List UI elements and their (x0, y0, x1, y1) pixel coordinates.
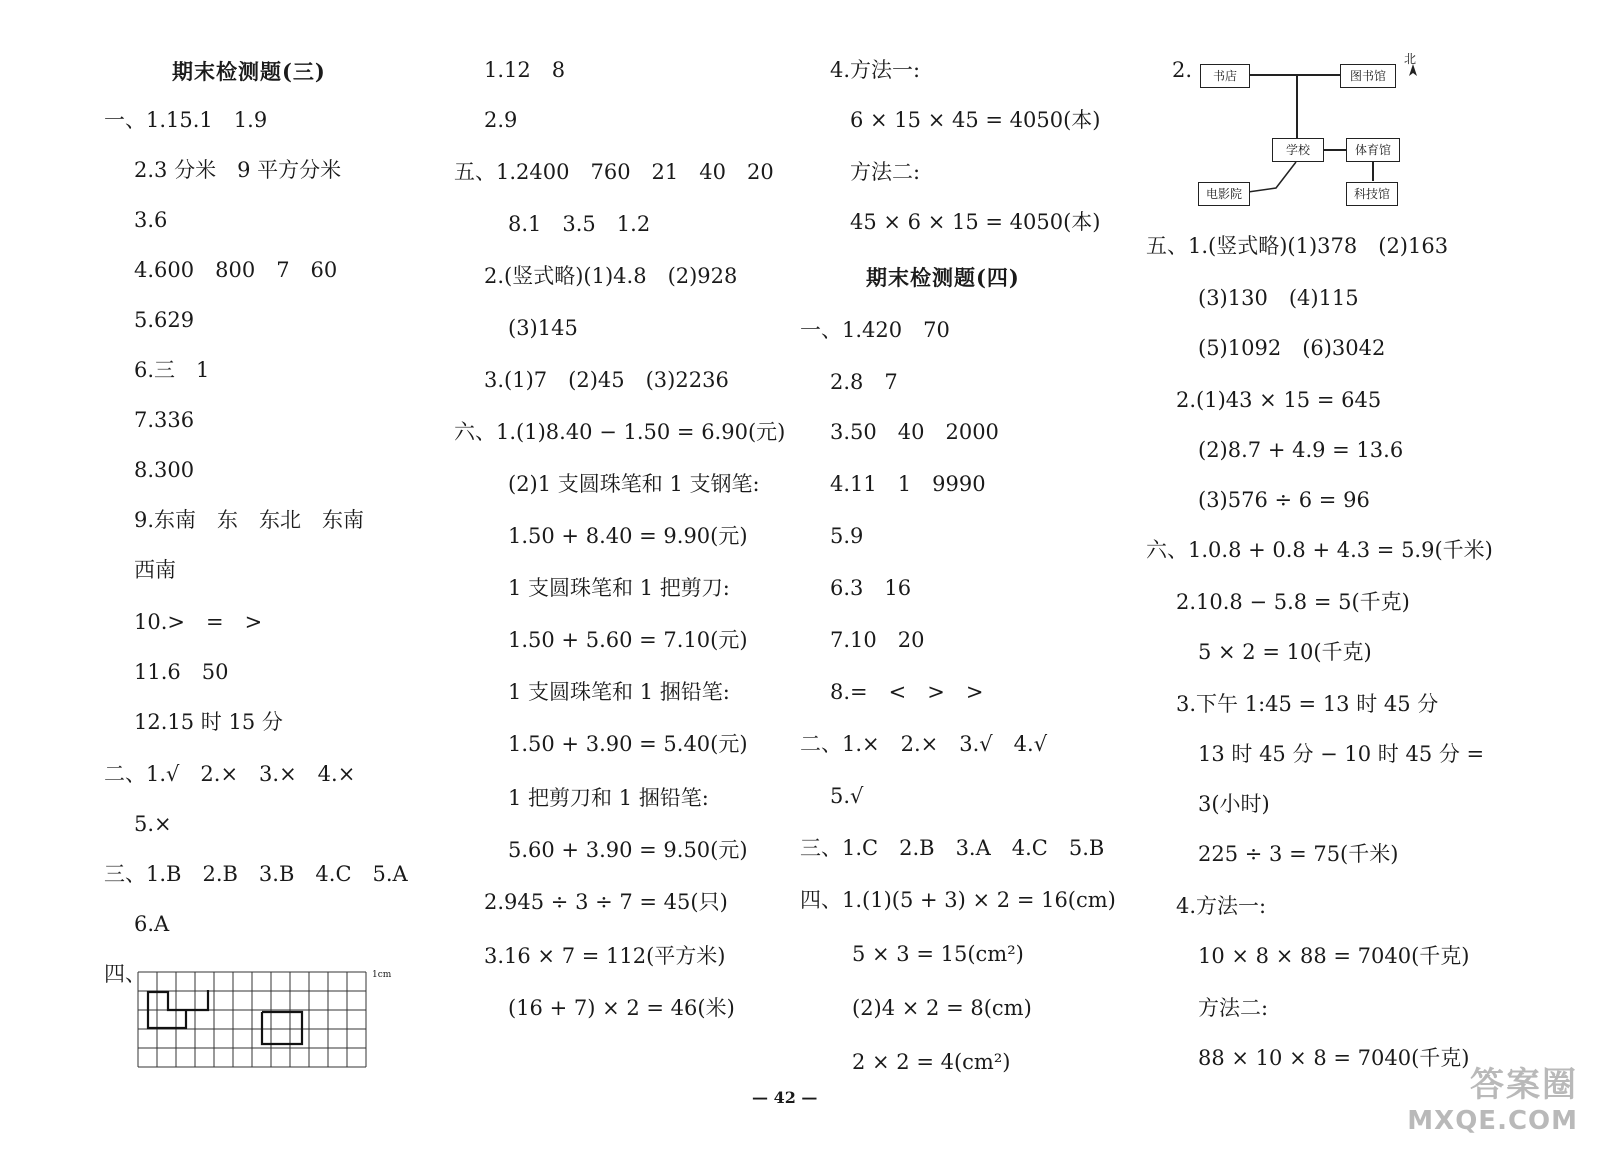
answer-line: 5 × 2 = 10(千克) (1198, 640, 1372, 664)
map-school: 学校 (1272, 138, 1324, 162)
answer-line: 2.10.8 − 5.8 = 5(千克) (1176, 590, 1410, 614)
answer-line: 一、1.15.1 1.9 (104, 108, 268, 132)
answer-line: 8.300 (134, 458, 195, 482)
watermark-url: MXQE.COM (1407, 1106, 1578, 1136)
exam-title-3: 期末检测题(三) (172, 59, 326, 84)
answer-line: 3.(1)7 (2)45 (3)2236 (484, 368, 729, 392)
north-arrow-icon (1408, 64, 1418, 78)
answer-line: (2)1 支圆珠笔和 1 支钢笔: (508, 472, 760, 496)
answer-line: 二、1.√ 2.× 3.× 4.× (104, 762, 356, 786)
grid-figure (136, 970, 396, 1080)
shape-outline-2 (148, 1010, 186, 1028)
answer-line: 1.50 + 3.90 = 5.40(元) (508, 732, 748, 756)
question-2-label: 2. (1172, 58, 1193, 82)
answer-line: 1 支圆珠笔和 1 捆铅笔: (508, 680, 730, 704)
page-number: — 42 — (752, 1088, 818, 1107)
answer-line: 一、1.420 70 (800, 318, 950, 342)
grid-scale-label: 1cm (372, 970, 392, 980)
answer-line: (3)145 (508, 316, 578, 340)
answer-line: 10.> = > (134, 610, 263, 634)
answer-line: 4.600 800 7 60 (134, 258, 338, 282)
answer-line: 4.方法一: (1176, 894, 1267, 918)
answer-line: 2.(竖式略)(1)4.8 (2)928 (484, 264, 738, 288)
answer-line: (3)130 (4)115 (1198, 286, 1359, 310)
answer-line: 五、1.(竖式略)(1)378 (2)163 (1146, 234, 1449, 258)
exam-title-4: 期末检测题(四) (866, 265, 1020, 290)
map-gym: 体育馆 (1346, 138, 1400, 162)
answer-line: 45 × 6 × 15 = 4050(本) (850, 210, 1101, 234)
answer-line: 6.3 16 (830, 576, 912, 600)
answer-line: 8.1 3.5 1.2 (508, 212, 651, 236)
answer-line: 1 支圆珠笔和 1 把剪刀: (508, 576, 730, 600)
answer-line: 8.= < > > (830, 680, 984, 704)
answer-line: 6.三 1 (134, 358, 210, 382)
answer-line: 2.945 ÷ 3 ÷ 7 = 45(只) (484, 890, 728, 914)
answer-line: (16 + 7) × 2 = 46(米) (508, 996, 735, 1020)
answer-line: 3.下午 1:45 = 13 时 45 分 (1176, 692, 1439, 716)
map-library: 图书馆 (1340, 64, 1396, 88)
map-bookstore: 书店 (1200, 64, 1250, 88)
answer-line: 225 ÷ 3 = 75(千米) (1198, 842, 1399, 866)
answer-line: 3.50 40 2000 (830, 420, 999, 444)
answer-line: 7.10 20 (830, 628, 925, 652)
answer-line: 6 × 15 × 45 = 4050(本) (850, 108, 1101, 132)
answer-line: 2.3 分米 9 平方分米 (134, 158, 342, 182)
answer-line: 4.11 1 9990 (830, 472, 986, 496)
answer-line: 7.336 (134, 408, 195, 432)
answer-line: 5.60 + 3.90 = 9.50(元) (508, 838, 748, 862)
answer-line: 3.16 × 7 = 112(平方米) (484, 944, 726, 968)
answer-line: (2)4 × 2 = 8(cm) (852, 996, 1032, 1020)
answer-line: 三、1.B 2.B 3.B 4.C 5.A (104, 862, 408, 886)
map-line (1296, 74, 1298, 138)
section-4-label: 四、 (104, 962, 146, 986)
answer-line: 1.12 8 (484, 58, 566, 82)
answer-line: 5.9 (830, 524, 864, 548)
answer-line: 三、1.C 2.B 3.A 4.C 5.B (800, 836, 1105, 860)
answer-line: 5.× (134, 812, 172, 836)
answer-line: 二、1.× 2.× 3.√ 4.√ (800, 732, 1048, 756)
answer-line: 5.629 (134, 308, 195, 332)
map-line (1322, 149, 1346, 151)
answer-line: 12.15 时 15 分 (134, 710, 283, 734)
answer-line: 4.方法一: (830, 58, 921, 82)
answer-line: 5.√ (830, 784, 864, 808)
answer-line: 6.A (134, 912, 170, 936)
answer-line: 13 时 45 分 − 10 时 45 分 = (1198, 742, 1485, 766)
answer-line: 西南 (134, 558, 176, 582)
answer-line: 1.50 + 5.60 = 7.10(元) (508, 628, 748, 652)
answer-line: 六、1.0.8 + 0.8 + 4.3 = 5.9(千米) (1146, 538, 1493, 562)
watermark-logo-text: 答案圈 (1470, 1065, 1578, 1105)
answer-line: 9.东南 东 东北 东南 (134, 508, 365, 532)
answer-line: 3(小时) (1198, 792, 1270, 816)
answer-line: 四、1.(1)(5 + 3) × 2 = 16(cm) (800, 888, 1116, 912)
answer-line: 2.(1)43 × 15 = 645 (1176, 388, 1382, 412)
answer-line: 5 × 3 = 15(cm²) (852, 942, 1024, 966)
north-label: 北 (1404, 52, 1417, 66)
answer-line: (2)8.7 + 4.9 = 13.6 (1198, 438, 1404, 462)
answer-line: 六、1.(1)8.40 − 1.50 = 6.90(元) (454, 420, 786, 444)
shape-outline-3 (262, 1012, 302, 1044)
map-line (1248, 74, 1340, 76)
answer-line: 88 × 10 × 8 = 7040(千克) (1198, 1046, 1470, 1070)
answer-line: 2.8 7 (830, 370, 898, 394)
watermark (1407, 1057, 1578, 1136)
map-line (1246, 156, 1306, 196)
answer-line: 方法二: (1198, 996, 1269, 1020)
answer-line: 11.6 50 (134, 660, 229, 684)
map-line (1372, 161, 1374, 181)
answer-line: 方法二: (850, 160, 921, 184)
map-cinema: 电影院 (1198, 182, 1250, 206)
map-sci-museum: 科技馆 (1346, 182, 1398, 206)
answer-line: 五、1.2400 760 21 40 20 (454, 160, 774, 184)
answer-line: (3)576 ÷ 6 = 96 (1198, 488, 1370, 512)
answer-line: 2 × 2 = 4(cm²) (852, 1050, 1011, 1074)
answer-line: 3.6 (134, 208, 168, 232)
answer-line: 1 把剪刀和 1 捆铅笔: (508, 786, 709, 810)
answer-line: 10 × 8 × 88 = 7040(千克) (1198, 944, 1470, 968)
answer-line: 1.50 + 8.40 = 9.90(元) (508, 524, 748, 548)
answer-line: 2.9 (484, 108, 518, 132)
answer-line: (5)1092 (6)3042 (1198, 336, 1386, 360)
